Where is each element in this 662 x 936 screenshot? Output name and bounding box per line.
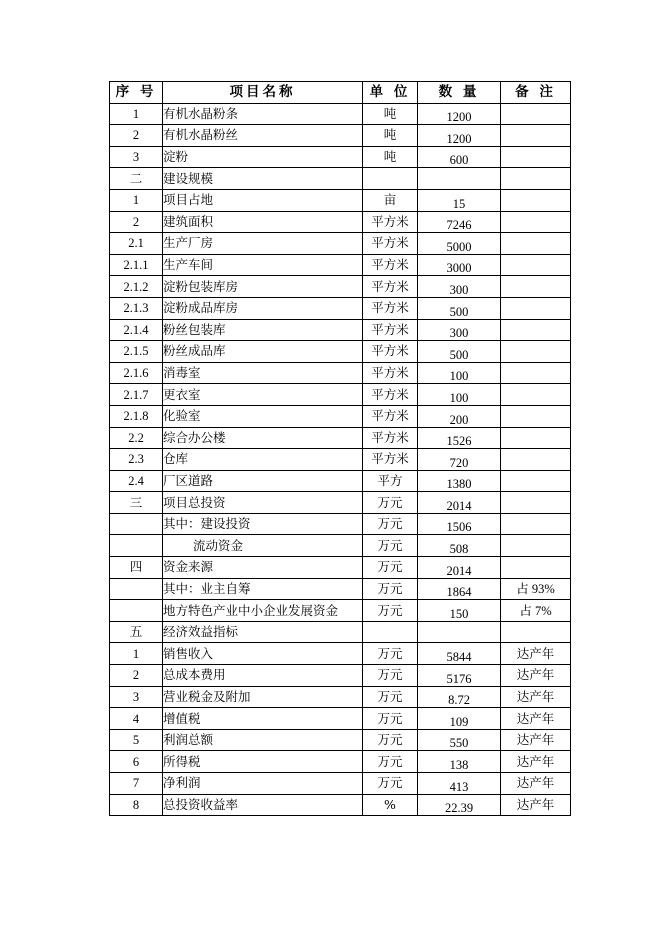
unit-cell: 万元	[363, 492, 418, 514]
seq-cell: 8	[110, 794, 163, 816]
note-cell: 占 93%	[501, 578, 571, 600]
qty-cell: 8.72	[418, 686, 501, 708]
table-row	[110, 600, 571, 622]
unit-cell: 万元	[363, 557, 418, 579]
table-row	[110, 362, 571, 384]
seq-cell: 6	[110, 751, 163, 773]
qty-cell: 550	[418, 729, 501, 751]
name-cell: 经济效益指标	[163, 621, 363, 643]
note-cell	[501, 513, 571, 535]
name-cell: 粉丝成品库	[163, 341, 363, 363]
qty-cell: 5176	[418, 665, 501, 687]
unit-cell: 万元	[363, 665, 418, 687]
qty-cell: 720	[418, 449, 501, 471]
qty-cell: 150	[418, 600, 501, 622]
note-cell: 达产年	[501, 751, 571, 773]
qty-cell	[418, 621, 501, 643]
seq-cell: 2.4	[110, 470, 163, 492]
seq-cell: 2.1.3	[110, 297, 163, 319]
table-row	[110, 146, 571, 168]
note-cell: 达产年	[501, 794, 571, 816]
name-cell: 其中：业主自筹	[163, 578, 363, 600]
seq-cell: 2.1.8	[110, 405, 163, 427]
note-cell: 达产年	[501, 665, 571, 687]
note-cell	[501, 557, 571, 579]
seq-cell: 1	[110, 103, 163, 125]
note-cell	[501, 341, 571, 363]
table-row	[110, 535, 571, 557]
name-cell: 所得税	[163, 751, 363, 773]
table-row	[110, 103, 571, 125]
note-cell	[501, 492, 571, 514]
table-row	[110, 341, 571, 363]
seq-cell: 1	[110, 189, 163, 211]
unit-cell: 万元	[363, 600, 418, 622]
note-cell	[501, 146, 571, 168]
seq-cell: 1	[110, 643, 163, 665]
note-cell	[501, 103, 571, 125]
note-cell: 占 7%	[501, 600, 571, 622]
table-row	[110, 708, 571, 730]
seq-cell: 2.2	[110, 427, 163, 449]
name-cell: 消毒室	[163, 362, 363, 384]
qty-cell: 508	[418, 535, 501, 557]
qty-cell: 2014	[418, 557, 501, 579]
table-row	[110, 578, 571, 600]
table-row	[110, 254, 571, 276]
name-cell: 有机水晶粉丝	[163, 125, 363, 147]
note-cell	[501, 254, 571, 276]
seq-cell: 2.1.4	[110, 319, 163, 341]
qty-cell: 500	[418, 297, 501, 319]
note-cell	[501, 449, 571, 471]
unit-cell: 平方米	[363, 405, 418, 427]
unit-cell: 万元	[363, 729, 418, 751]
seq-cell	[110, 535, 163, 557]
qty-cell	[418, 168, 501, 190]
unit-cell: 万元	[363, 643, 418, 665]
name-cell: 资金来源	[163, 557, 363, 579]
note-cell	[501, 384, 571, 406]
seq-cell: 2.1.6	[110, 362, 163, 384]
name-cell: 销售收入	[163, 643, 363, 665]
seq-cell: 四	[110, 557, 163, 579]
note-cell	[501, 470, 571, 492]
unit-cell: 万元	[363, 773, 418, 795]
seq-cell	[110, 600, 163, 622]
qty-cell: 1200	[418, 103, 501, 125]
table-row	[110, 168, 571, 190]
qty-cell: 200	[418, 405, 501, 427]
header-note: 备 注	[501, 82, 571, 104]
unit-cell: 平方米	[363, 449, 418, 471]
note-cell	[501, 405, 571, 427]
seq-cell: 2	[110, 665, 163, 687]
qty-cell: 1864	[418, 578, 501, 600]
name-cell: 流动资金	[163, 535, 363, 557]
unit-cell	[363, 621, 418, 643]
table-row	[110, 189, 571, 211]
seq-cell: 3	[110, 686, 163, 708]
table-row	[110, 384, 571, 406]
unit-cell: 吨	[363, 146, 418, 168]
header-name: 项目名称	[163, 82, 363, 104]
qty-cell: 300	[418, 276, 501, 298]
table-row	[110, 751, 571, 773]
unit-cell: 万元	[363, 535, 418, 557]
seq-cell: 五	[110, 621, 163, 643]
header-qty: 数 量	[418, 82, 501, 104]
name-cell: 厂区道路	[163, 470, 363, 492]
header-unit: 单 位	[363, 82, 418, 104]
seq-cell: 2.1.1	[110, 254, 163, 276]
note-cell	[501, 319, 571, 341]
note-cell	[501, 189, 571, 211]
seq-cell: 7	[110, 773, 163, 795]
qty-cell: 1526	[418, 427, 501, 449]
name-cell: 生产厂房	[163, 233, 363, 255]
seq-cell: 2.3	[110, 449, 163, 471]
note-cell: 达产年	[501, 686, 571, 708]
table-row	[110, 686, 571, 708]
unit-cell	[363, 168, 418, 190]
qty-cell: 100	[418, 384, 501, 406]
name-cell: 项目总投资	[163, 492, 363, 514]
name-cell: 淀粉包装库房	[163, 276, 363, 298]
unit-cell: 平方米	[363, 211, 418, 233]
unit-cell: 吨	[363, 103, 418, 125]
seq-cell	[110, 578, 163, 600]
name-cell: 仓库	[163, 449, 363, 471]
unit-cell: 平方米	[363, 384, 418, 406]
table-row	[110, 665, 571, 687]
qty-cell: 22.39	[418, 794, 501, 816]
name-cell: 综合办公楼	[163, 427, 363, 449]
qty-cell: 109	[418, 708, 501, 730]
qty-cell: 100	[418, 362, 501, 384]
unit-cell: 平方米	[363, 319, 418, 341]
seq-cell: 2	[110, 211, 163, 233]
table-header-row	[110, 82, 571, 104]
qty-cell: 1380	[418, 470, 501, 492]
unit-cell: 万元	[363, 578, 418, 600]
qty-cell: 5000	[418, 233, 501, 255]
note-cell: 达产年	[501, 773, 571, 795]
seq-cell: 2.1.5	[110, 341, 163, 363]
name-cell: 增值税	[163, 708, 363, 730]
name-cell: 利润总额	[163, 729, 363, 751]
unit-cell: %	[363, 794, 418, 816]
unit-cell: 万元	[363, 751, 418, 773]
unit-cell: 平方米	[363, 233, 418, 255]
note-cell	[501, 621, 571, 643]
note-cell	[501, 168, 571, 190]
unit-cell: 平方米	[363, 276, 418, 298]
table-row	[110, 276, 571, 298]
unit-cell: 万元	[363, 686, 418, 708]
table-row	[110, 643, 571, 665]
qty-cell: 2014	[418, 492, 501, 514]
name-cell: 有机水晶粉条	[163, 103, 363, 125]
note-cell	[501, 427, 571, 449]
seq-cell: 三	[110, 492, 163, 514]
unit-cell: 平方米	[363, 254, 418, 276]
name-cell: 淀粉成品库房	[163, 297, 363, 319]
seq-cell: 2.1	[110, 233, 163, 255]
note-cell	[501, 276, 571, 298]
table-row	[110, 794, 571, 816]
table-row	[110, 297, 571, 319]
note-cell: 达产年	[501, 708, 571, 730]
seq-cell: 二	[110, 168, 163, 190]
table-row	[110, 449, 571, 471]
unit-cell: 平方米	[363, 297, 418, 319]
name-cell: 营业税金及附加	[163, 686, 363, 708]
table-row	[110, 233, 571, 255]
unit-cell: 平方	[363, 470, 418, 492]
note-cell	[501, 535, 571, 557]
qty-cell: 1506	[418, 513, 501, 535]
name-cell: 项目占地	[163, 189, 363, 211]
qty-cell: 3000	[418, 254, 501, 276]
unit-cell: 平方米	[363, 427, 418, 449]
project-summary-table	[109, 81, 571, 816]
note-cell: 达产年	[501, 729, 571, 751]
header-seq: 序 号	[110, 82, 163, 104]
seq-cell: 3	[110, 146, 163, 168]
table-row	[110, 773, 571, 795]
qty-cell: 413	[418, 773, 501, 795]
qty-cell: 500	[418, 341, 501, 363]
unit-cell: 吨	[363, 125, 418, 147]
name-cell: 其中：建设投资	[163, 513, 363, 535]
name-cell: 建设规模	[163, 168, 363, 190]
table-row	[110, 513, 571, 535]
unit-cell: 万元	[363, 708, 418, 730]
seq-cell: 2.1.7	[110, 384, 163, 406]
unit-cell: 亩	[363, 189, 418, 211]
name-cell: 化验室	[163, 405, 363, 427]
note-cell	[501, 211, 571, 233]
name-cell: 建筑面积	[163, 211, 363, 233]
table-row	[110, 125, 571, 147]
table-row	[110, 319, 571, 341]
table-row	[110, 211, 571, 233]
note-cell	[501, 125, 571, 147]
qty-cell: 1200	[418, 125, 501, 147]
seq-cell: 4	[110, 708, 163, 730]
note-cell	[501, 297, 571, 319]
name-cell: 生产车间	[163, 254, 363, 276]
table-row	[110, 470, 571, 492]
seq-cell: 2	[110, 125, 163, 147]
qty-cell: 138	[418, 751, 501, 773]
name-cell: 淀粉	[163, 146, 363, 168]
seq-cell	[110, 513, 163, 535]
note-cell: 达产年	[501, 643, 571, 665]
table-row	[110, 427, 571, 449]
qty-cell: 15	[418, 189, 501, 211]
qty-cell: 7246	[418, 211, 501, 233]
name-cell: 地方特色产业中小企业发展资金	[163, 600, 363, 622]
unit-cell: 万元	[363, 513, 418, 535]
name-cell: 粉丝包装库	[163, 319, 363, 341]
note-cell	[501, 362, 571, 384]
unit-cell: 平方米	[363, 362, 418, 384]
qty-cell: 300	[418, 319, 501, 341]
unit-cell: 平方米	[363, 341, 418, 363]
qty-cell: 600	[418, 146, 501, 168]
qty-cell: 5844	[418, 643, 501, 665]
note-cell	[501, 233, 571, 255]
seq-cell: 2.1.2	[110, 276, 163, 298]
table-row	[110, 557, 571, 579]
table-row	[110, 729, 571, 751]
name-cell: 总成本费用	[163, 665, 363, 687]
table-row	[110, 492, 571, 514]
table-row	[110, 621, 571, 643]
seq-cell: 5	[110, 729, 163, 751]
name-cell: 净利润	[163, 773, 363, 795]
name-cell: 总投资收益率	[163, 794, 363, 816]
table-row	[110, 405, 571, 427]
name-cell: 更衣室	[163, 384, 363, 406]
